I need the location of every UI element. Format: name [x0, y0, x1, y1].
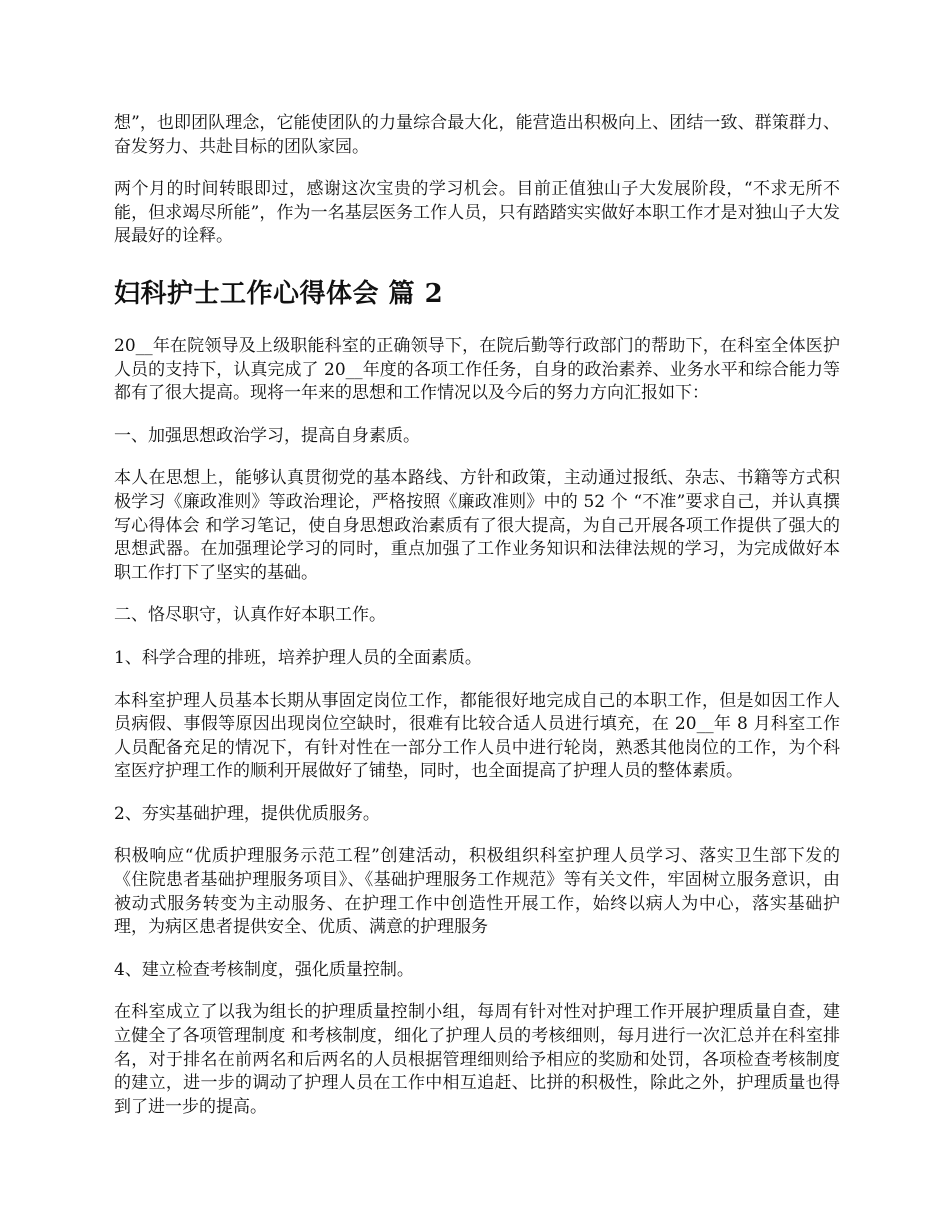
paragraph-subpoint-4: 4、建立检查考核制度，强化质量控制。 [114, 959, 414, 980]
paragraph-intro-1: 想”，也即团队理念，它能使团队的力量综合最大化，能营造出积极向上、团结一致、群策群力、奋发努力、共赴目标的团队家园。 [114, 113, 840, 157]
paragraph-subpoint-2: 2、夯实基础护理，提供优质服务。 [114, 803, 380, 824]
paragraph-scheduling: 本科室护理人员基本长期从事固定岗位工作，都能很好地完成自己的本职工作，但是如因工作人员病假、事假等原因出现岗位空缺时，很难有比较合适人员进行填充，在 20__年 8 月科室工作人员配备充足的情况下，有针对性在一部分工作人员中进行轮岗，熟悉其他岗位的工作，为个科室医疗护理工作的顺利开展做好了铺垫，同时，也全面提高了护理人员的整体素质。 [114, 690, 840, 782]
paragraph-intro-2: 两个月的时间转眼即过，感谢这次宝贵的学习机会。目前正值独山子大发展阶段，“不求无所不能，但求竭尽所能”，作为一名基层医务工作人员，只有踏踏实实做好本职工作才是对独山子大发展最好的诠释。 [114, 179, 840, 247]
paragraph-point-2: 二、恪尽职守，认真作好本职工作。 [114, 605, 386, 626]
paragraph-quality-service: 积极响应“优质护理服务示范工程”创建活动，积极组织科室护理人员学习、落实卫生部下发的《住院患者基础护理服务项目》、《基础护理服务工作规范》等有关文件，牢固树立服务意识，由被动式服务转变为主动服务、在护理工作中创造性开展工作，始终以病人为中心，落实基础护理，为病区患者提供安全、优质、满意的护理服务 [114, 846, 840, 938]
paragraph-point-1: 一、加强思想政治学习，提高自身素质。 [114, 425, 420, 446]
paragraph-subpoint-1: 1、科学合理的排班，培养护理人员的全面素质。 [114, 647, 482, 668]
paragraph-quality-control: 在科室成立了以我为组长的护理质量控制小组，每周有针对性对护理工作开展护理质量自查，建立健全了各项管理制度 和考核制度，细化了护理人员的考核细则，每月进行一次汇总并在科室排名，对于排名在前两名和后两名的人员根据管理细则给予相应的奖励和处罚，各项检查考核制度的建立，进一步的调动了护理人员在工作中相互追赶、比拼的积极性，除此之外，护理质量也得到了进一步的提高。 [114, 1002, 840, 1117]
paragraph-politics: 本人在思想上，能够认真贯彻党的基本路线、方针和政策，主动通过报纸、杂志、书籍等方式积极学习《廉政准则》等政治理论，严格按照《廉政准则》中的 52 个 “不准”要求自己，并认真撰写心得体会 和学习笔记，使自身思想政治素质有了很大提高，为自己开展各项工作提供了强大的思想武器。在加强理论学习的同时，重点加强了工作业务知识和法律法规的学习，为完成做好本职工作打下了坚实的基础。 [114, 468, 840, 583]
section-heading: 妇科护士工作心得体会 篇 2 [114, 278, 444, 309]
document-page [114, 112, 840, 1119]
paragraph-summary: 20__年在院领导及上级职能科室的正确领导下，在院后勤等行政部门的帮助下，在科室全体医护人员的支持下，认真完成了 20__年度的各项工作任务，自身的政治素养、业务水平和综合能力等都有了很大提高。现将一年来的思想和工作情况以及今后的努力方向汇报如下： [114, 335, 840, 404]
